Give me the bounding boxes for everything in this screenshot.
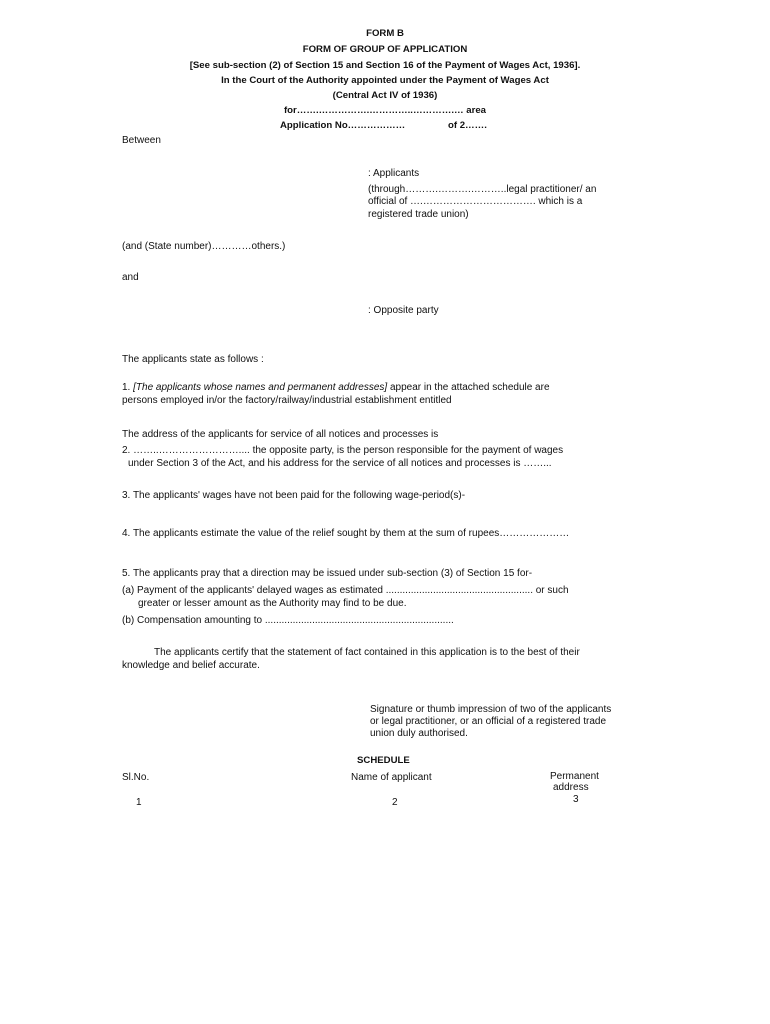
schedule-col-permanent: Permanent — [550, 771, 599, 782]
and-label: and — [122, 272, 139, 283]
form-reference: [See sub-section (2) of Section 15 and Section 16 of the Payment of Wages Act, 1936]. — [189, 60, 581, 71]
paragraph-1-line-2: persons employed in/or the factory/railway/industrial establishment entitled — [122, 395, 452, 406]
schedule-number-2: 2 — [392, 797, 398, 808]
application-number: Application No……………… — [280, 120, 406, 131]
act-line: (Central Act IV of 1936) — [332, 90, 438, 101]
through-line-2: official of ….……………………………. which is a — [368, 196, 583, 207]
through-line-1: (through……….……….………..legal practitioner/ an — [368, 184, 597, 195]
form-label: FORM B — [366, 28, 404, 39]
paragraph-1-number: 1. — [122, 382, 131, 393]
paragraph-1-rest: appear in the attached schedule are — [389, 382, 550, 393]
area-line: for…….…………….…………..………….… area — [283, 105, 487, 116]
schedule-col-slno: Sl.No. — [122, 772, 150, 783]
paragraph-2-line-2: under Section 3 of the Act, and his address for the service of all notices and processes is ……... — [128, 458, 552, 469]
paragraph-1 — [122, 382, 648, 393]
application-year: of 2……. — [448, 120, 487, 131]
paragraph-4: 4. The applicants estimate the value of the relief sought by them at the sum of rupees………………… — [122, 528, 570, 539]
paragraph-2-line-1: 2. ……..…………………….... the opposite party, is the person responsible for the payment of wages — [122, 445, 564, 456]
paragraph-5a-line-1: (a) Payment of the applicants' delayed wages as estimated ..................................................... or such — [122, 585, 569, 596]
paragraph-3: 3. The applicants' wages have not been paid for the following wage-period(s)- — [122, 490, 466, 501]
state-number-line: (and (State number)…………others.) — [122, 241, 286, 252]
between-label: Between — [122, 135, 161, 146]
paragraph-5: 5. The applicants pray that a direction may be issued under sub-section (3) of Section 15 for- — [122, 568, 533, 579]
paragraph-1-italic: [The applicants whose names and permanent addresses] — [133, 382, 388, 393]
schedule-number-1: 1 — [136, 797, 142, 808]
schedule-title: SCHEDULE — [357, 755, 410, 766]
applicants-label: : Applicants — [368, 168, 420, 179]
signature-line-3: union duly authorised. — [370, 728, 468, 739]
court-line: In the Court of the Authority appointed under the Payment of Wages Act — [221, 75, 549, 86]
paragraph-5a-line-2: greater or lesser amount as the Authority may find to be due. — [138, 598, 407, 609]
state-as-follows: The applicants state as follows : — [122, 354, 264, 365]
schedule-col-address: address — [553, 782, 589, 793]
schedule-col-name: Name of applicant — [351, 772, 432, 783]
through-line-3: registered trade union) — [368, 209, 469, 220]
signature-line-2: or legal practitioner, or an official of a registered trade — [370, 716, 607, 727]
schedule-number-3: 3 — [573, 794, 579, 805]
signature-line-1: Signature or thumb impression of two of the applicants — [370, 704, 612, 715]
opposite-party-label: : Opposite party — [368, 305, 439, 316]
form-title: FORM OF GROUP OF APPLICATION — [302, 44, 468, 55]
paragraph-5b: (b) Compensation amounting to .................................................................... — [122, 615, 454, 626]
certify-line-1: The applicants certify that the statement of fact contained in this application is to the best of their — [154, 647, 580, 658]
certify-line-2: knowledge and belief accurate. — [122, 660, 260, 671]
address-line: The address of the applicants for service of all notices and processes is — [122, 429, 439, 440]
